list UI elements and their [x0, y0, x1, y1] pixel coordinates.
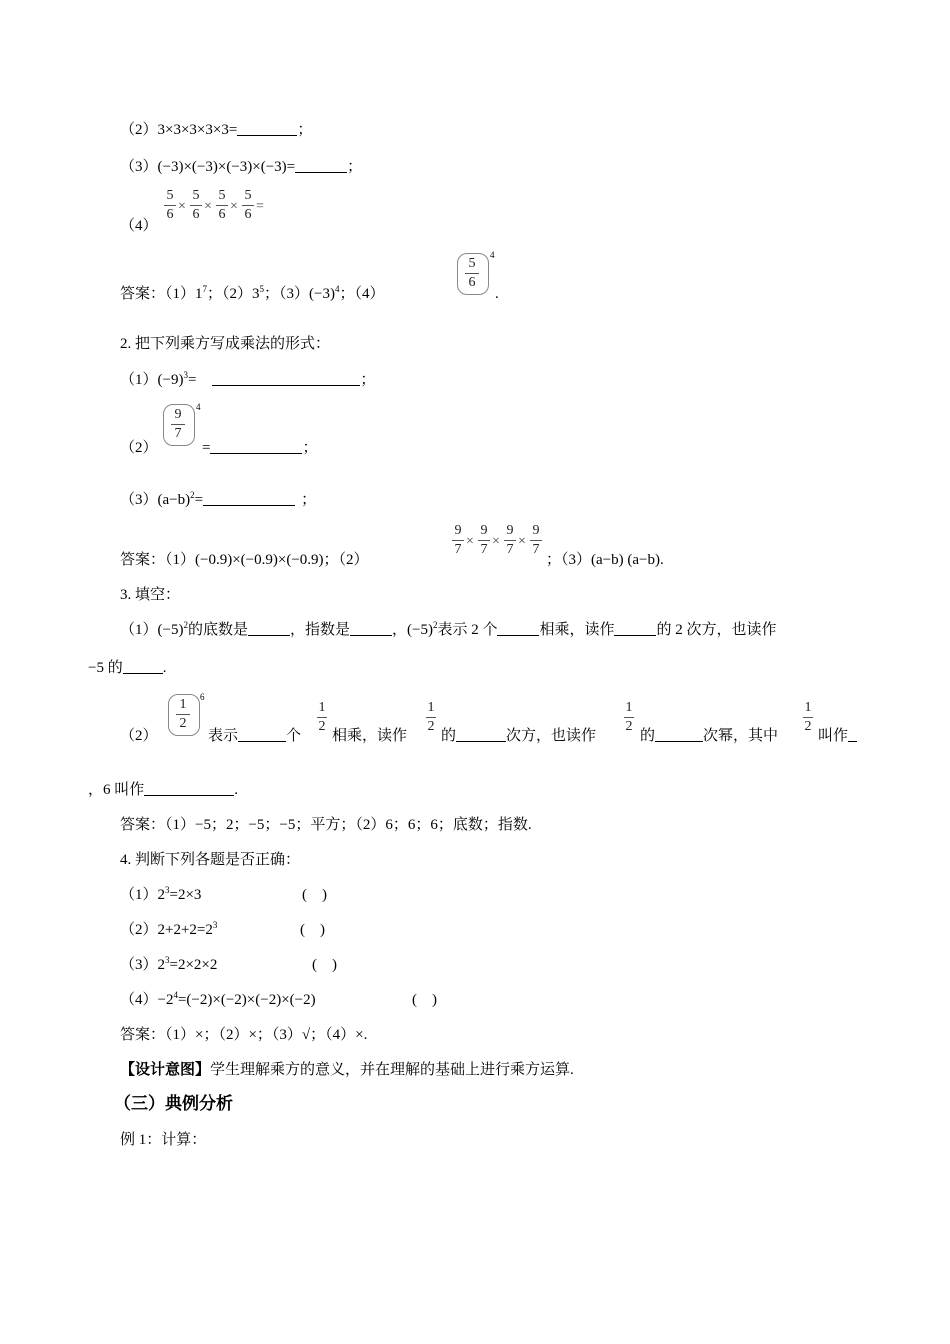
q2-l2-blank[interactable]	[210, 439, 302, 454]
q3-l2d-frac-num: 1	[625, 700, 633, 715]
q3-line-3	[88, 780, 238, 800]
section-heading: （三）典例分析	[114, 1094, 233, 1113]
q4-item-3-b: =2×2×2	[169, 957, 218, 973]
q3-l1-blank-4[interactable]	[614, 621, 656, 636]
design-intent-text: 学生理解乘方的意义，并在理解的基础上进行乘方运算.	[210, 1062, 574, 1078]
q1-times-2: ×	[204, 199, 212, 214]
q4-item-2-a: （2）2+2+2=2	[120, 922, 213, 938]
q3-l2e-frac-den: 2	[804, 719, 812, 734]
q2-l2-exp: 4	[196, 402, 201, 412]
q3-l2-h: 叫作	[818, 728, 849, 744]
q3-l1-c: ，指数是	[289, 622, 350, 638]
q1-answer-mid1: ；（2）3	[207, 286, 260, 302]
q2-answer-fraction-2	[478, 523, 490, 558]
q1-fraction-4	[242, 188, 254, 223]
q2-l3-exp: 2	[190, 490, 195, 500]
q3-l2-fraction	[176, 697, 190, 732]
q4-item-1-exp: 3	[165, 885, 170, 895]
q1-line-4-label: （4）	[120, 218, 158, 234]
q2-answer-times-2: ×	[492, 534, 500, 549]
q3-l1-e: 表示 2 个	[437, 622, 498, 638]
q1-frac2-num: 5	[192, 188, 200, 203]
q2-l2-fraction	[171, 407, 185, 442]
q3-l1-exp: 2	[183, 620, 188, 630]
q3-l1-b: 的底数是	[187, 622, 248, 638]
q4-item-2	[120, 920, 217, 940]
q1-equals: =	[256, 199, 264, 214]
q3-l1-a: （1）(−5)	[120, 622, 184, 638]
q3-l2-blank-2[interactable]	[456, 727, 506, 742]
q2-line-3	[120, 490, 316, 510]
q3-l2-g: 次幂，其中	[703, 728, 779, 744]
q3-l2-fraction-c	[426, 700, 436, 735]
q2-l2-frac-num: 9	[174, 407, 182, 422]
q2-ans-frac1-den: 7	[454, 542, 462, 557]
q1-answer-frac-den: 6	[468, 275, 476, 290]
q1-answer-frac-num: 5	[468, 256, 476, 271]
q1-frac3-den: 6	[218, 207, 226, 222]
q2-answer-fraction-3	[504, 523, 516, 558]
q3-line-1-cont	[88, 658, 166, 678]
q2-l3-label: （3）(a−b)	[120, 492, 191, 508]
q2-ans-frac2-den: 7	[480, 542, 488, 557]
design-intent-tag: 【设计意图】	[120, 1062, 211, 1078]
q3-l1-blank-1[interactable]	[248, 621, 290, 636]
q2-l3-blank[interactable]	[203, 491, 295, 506]
q2-l1-label: （1）(−9)	[120, 372, 184, 388]
q3-l2-fraction-d	[624, 700, 634, 735]
q3-l2-frac-den: 2	[179, 716, 187, 731]
q2-l1-end: ；	[360, 372, 376, 388]
q1-l2-label: （2）3×3×3×3×3=	[120, 122, 238, 138]
q3-l2-a: 表示	[208, 728, 239, 744]
q1-answer-mid2: ；（3）(−3)	[264, 286, 335, 302]
q4-item-1	[120, 885, 201, 905]
q4-item-4-a: （4）−2	[120, 992, 174, 1008]
q2-ans-frac4-den: 7	[532, 542, 540, 557]
q3-l1-h: −5 的	[88, 660, 123, 676]
q1-answer-fraction	[465, 256, 479, 291]
q4-item-3-a: （3）2	[120, 957, 166, 973]
q1-l3-label: （3）(−3)×(−3)×(−3)×(−3)=	[120, 159, 296, 175]
q2-l2-end: ；	[302, 440, 318, 456]
q2-answer-fraction-1	[452, 523, 464, 558]
q2-line-2-rest	[202, 438, 317, 458]
q3-l2e-frac-num: 1	[804, 700, 812, 715]
q1-frac3-num: 5	[218, 188, 226, 203]
q3-l2-blank-4[interactable]	[848, 727, 857, 742]
q4-item-2-paren[interactable]: ( )	[300, 922, 325, 938]
q1-answer-exp3: 4	[334, 284, 340, 294]
q3-l2-fraction-b	[317, 700, 327, 735]
q1-frac1-den: 6	[166, 207, 174, 222]
q4-item-3	[120, 955, 217, 975]
q4-answer: 答案：（1）×；（2）×；（3）√；（4）×.	[120, 1027, 368, 1043]
q3-line-1	[120, 620, 776, 640]
q4-item-4-b: =(−2)×(−2)×(−2)×(−2)	[177, 992, 316, 1008]
q3-l2-blank-1[interactable]	[238, 727, 286, 742]
q3-l1-d: ，(−5)	[391, 622, 433, 638]
q3-l2-b: 个	[286, 728, 302, 744]
q4-item-4-exp: 4	[173, 990, 178, 1000]
q3-l2-e: 次方，也读作	[506, 728, 597, 744]
q1-l2-blank[interactable]	[237, 121, 297, 136]
q2-l1-eq: =	[187, 372, 197, 388]
design-intent	[120, 1060, 574, 1080]
q1-answer-exp4: 4	[490, 250, 495, 260]
q1-times-3: ×	[230, 199, 238, 214]
q3-l1-f: 相乘，读作	[539, 622, 615, 638]
q4-item-1-a: （1）2	[120, 887, 166, 903]
q1-l3-blank[interactable]	[295, 158, 347, 173]
q1-answer-mid3: ；（4）	[339, 286, 385, 302]
q3-l2-d: 的	[441, 728, 457, 744]
q3-l1-g: 的 2 次方，也读作	[656, 622, 777, 638]
q3-l3-b: .	[234, 782, 239, 798]
q3-line-2-a	[208, 726, 301, 746]
q2-line-1	[120, 370, 375, 390]
q3-line-2-h	[818, 726, 857, 746]
q3-line-2-f	[640, 726, 778, 746]
q1-answer-exp2: 5	[259, 284, 265, 294]
q1-frac2-den: 6	[192, 207, 200, 222]
q1-answer-end: .	[495, 286, 499, 302]
q3-line-2-label: （2）	[120, 728, 158, 744]
q4-item-1-b: =2×3	[169, 887, 202, 903]
q3-l2b-frac-den: 2	[318, 719, 326, 734]
q2-l2-frac-den: 7	[174, 426, 182, 441]
q2-answer-times-3: ×	[518, 534, 526, 549]
q4-item-4	[120, 990, 316, 1010]
q4-item-4-paren[interactable]: ( )	[412, 992, 437, 1008]
q4-item-3-paren[interactable]: ( )	[312, 957, 337, 973]
q2-l3-eq: =	[194, 492, 204, 508]
q1-frac4-num: 5	[244, 188, 252, 203]
q2-ans-frac3-den: 7	[506, 542, 514, 557]
q2-ans-frac3-num: 9	[506, 523, 514, 538]
q2-title: 2. 把下列乘方写成乘法的形式：	[120, 336, 331, 352]
q3-l1-blank-5[interactable]	[123, 659, 163, 674]
q3-answer: 答案：（1）−5；2；−5；−5；平方；（2）6；6；6；底数；指数.	[120, 817, 532, 833]
q1-l3-end: ；	[347, 159, 363, 175]
q3-l2-exp: 6	[200, 692, 205, 702]
q1-answer-prefix: 答案：（1）1	[120, 286, 203, 302]
q2-answer-times-1: ×	[466, 534, 474, 549]
q1-line-3	[120, 157, 362, 177]
q2-l1-exp: 3	[183, 370, 188, 380]
q3-l1-exp2: 2	[432, 620, 438, 630]
q1-fraction-3	[216, 188, 228, 223]
q3-l2c-frac-den: 2	[427, 719, 435, 734]
q3-l2-f: 的	[640, 728, 656, 744]
q1-fraction-1	[164, 188, 176, 223]
q2-answer-b: ；（3）(a−b) (a−b).	[546, 552, 664, 568]
q3-l2-fraction-e	[803, 700, 813, 735]
q2-ans-frac4-num: 9	[532, 523, 540, 538]
q3-l1-i: .	[162, 660, 167, 676]
q3-l2c-frac-num: 1	[427, 700, 435, 715]
q1-times-1: ×	[178, 199, 186, 214]
q4-title: 4. 判断下列各题是否正确：	[120, 852, 301, 868]
q3-l1-blank-3[interactable]	[497, 621, 539, 636]
example-1-label: 例 1：计算：	[120, 1132, 207, 1148]
q2-l1-blank[interactable]	[212, 371, 360, 386]
q4-item-1-paren[interactable]: ( )	[302, 887, 327, 903]
q1-frac1-num: 5	[166, 188, 174, 203]
q3-line-2-d	[441, 726, 596, 746]
q3-title: 3. 填空：	[120, 587, 181, 603]
q1-answer	[120, 284, 385, 304]
q2-ans-frac1-num: 9	[454, 523, 462, 538]
q4-item-3-exp: 3	[165, 955, 170, 965]
q2-l3-end: ；	[301, 492, 317, 508]
q3-l2d-frac-den: 2	[625, 719, 633, 734]
q2-answer-a: 答案：（1）(−0.9)×(−0.9)×(−0.9)；（2）	[120, 552, 369, 568]
q1-answer-exp1: 7	[202, 284, 208, 294]
q3-l3-a: ，6 叫作	[88, 782, 145, 798]
q3-l3-blank[interactable]	[144, 781, 234, 796]
q1-fraction-2	[190, 188, 202, 223]
q3-line-2-c: 相乘，读作	[332, 728, 408, 744]
q1-frac4-den: 6	[244, 207, 252, 222]
q1-l2-end: ；	[297, 122, 313, 138]
q3-l1-blank-2[interactable]	[350, 621, 392, 636]
q4-item-2-exp: 3	[212, 920, 218, 930]
q3-l2b-frac-num: 1	[318, 700, 326, 715]
q2-line-2-label: （2）	[120, 440, 158, 456]
q3-l2-frac-num: 1	[179, 697, 187, 712]
q2-answer-fraction-4	[530, 523, 542, 558]
q2-l2-eq: =	[202, 440, 211, 456]
q1-line-2	[120, 120, 312, 140]
q3-l2-blank-3[interactable]	[655, 727, 703, 742]
q2-ans-frac2-num: 9	[480, 523, 488, 538]
